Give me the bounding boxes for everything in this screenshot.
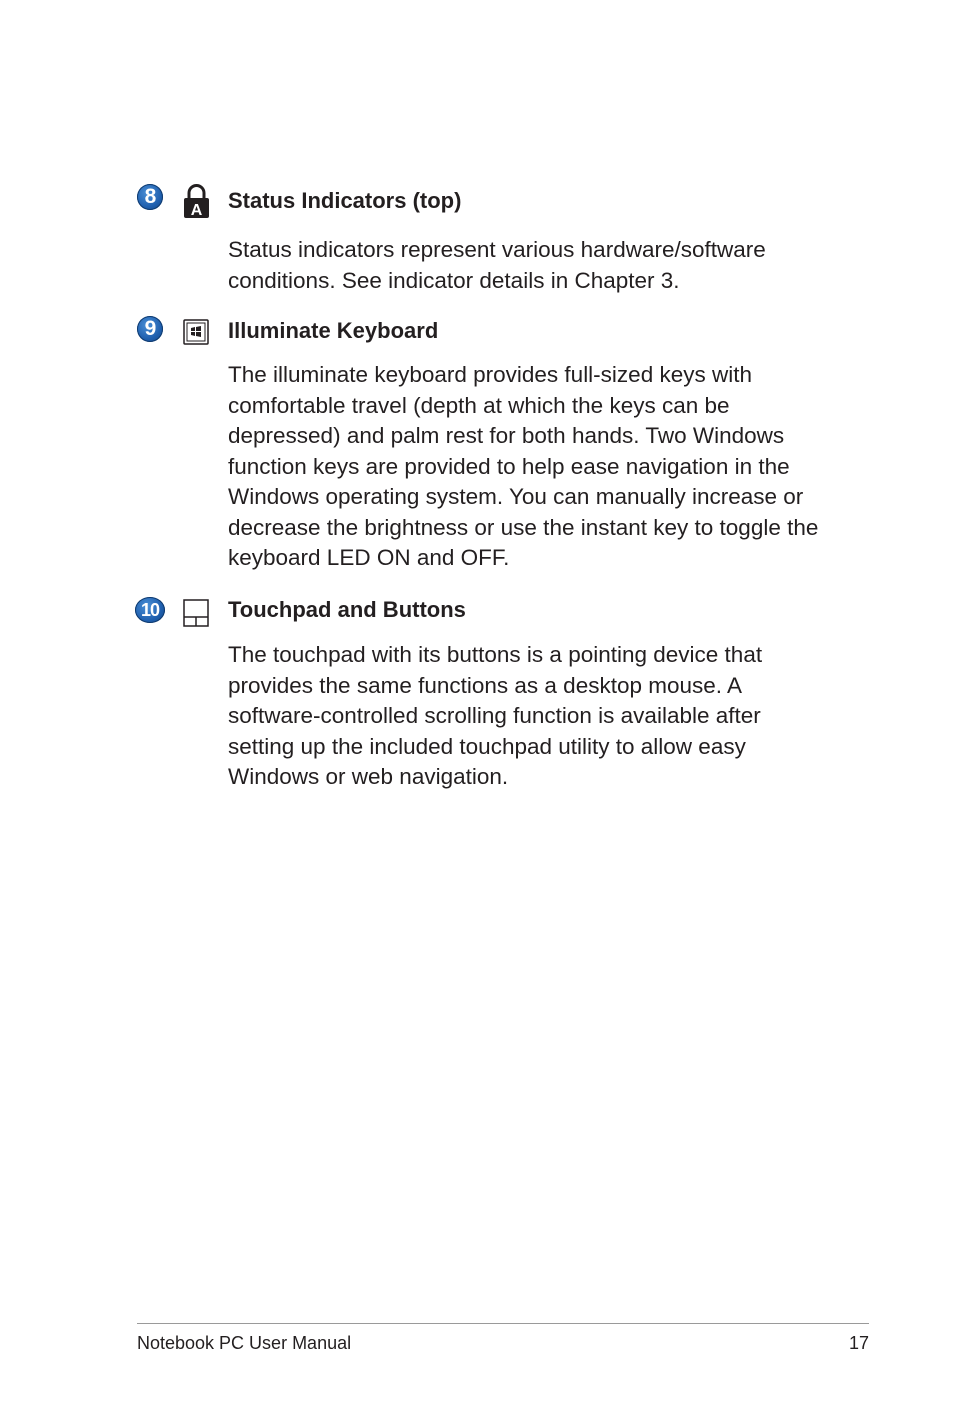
footer-title: Notebook PC User Manual (137, 1333, 352, 1353)
section-heading: Status Indicators (top) (228, 188, 462, 213)
body-line: comfortable travel (depth at which the keys can be (228, 392, 730, 418)
section-body (228, 235, 838, 296)
touchpad-icon (183, 599, 209, 632)
item-number-badge: 9 (137, 316, 163, 342)
section-heading: Touchpad and Buttons (228, 597, 466, 622)
item-number-badge: 10 (135, 597, 165, 623)
section-body (228, 360, 838, 574)
page-number: 17 (848, 1333, 869, 1353)
body-line: Windows operating system. You can manually increase or (228, 484, 804, 509)
body-line: depressed) and palm rest for both hands. Two Windows (228, 423, 785, 448)
body-line: keyboard LED ON and OFF. (228, 545, 510, 570)
body-line: The touchpad with its buttons is a pointing device that (228, 642, 763, 667)
section-body (228, 640, 838, 793)
body-line: function keys are provided to help ease navigation in the (228, 453, 790, 479)
body-line: provides the same functions as a desktop mouse. A (228, 672, 743, 698)
footer-divider (137, 1323, 869, 1324)
body-line: conditions. See indicator details in Chapter 3. (228, 267, 680, 293)
body-line: Windows or web navigation. (228, 764, 509, 789)
windows-key-icon (183, 319, 209, 350)
body-line: setting up the included touchpad utility to allow easy (228, 733, 746, 759)
caps-lock-icon (183, 183, 210, 224)
svg-text:A: A (190, 202, 203, 219)
body-line: The illuminate keyboard provides full-sized keys with (228, 362, 752, 387)
body-line: software-controlled scrolling function is available after (228, 703, 761, 728)
section-heading: Illuminate Keyboard (228, 318, 439, 343)
body-line: Status indicators represent various hardware/software (228, 237, 766, 262)
item-number-badge: 8 (137, 184, 163, 210)
body-line: decrease the brightness or use the instant key to toggle the (228, 514, 819, 540)
